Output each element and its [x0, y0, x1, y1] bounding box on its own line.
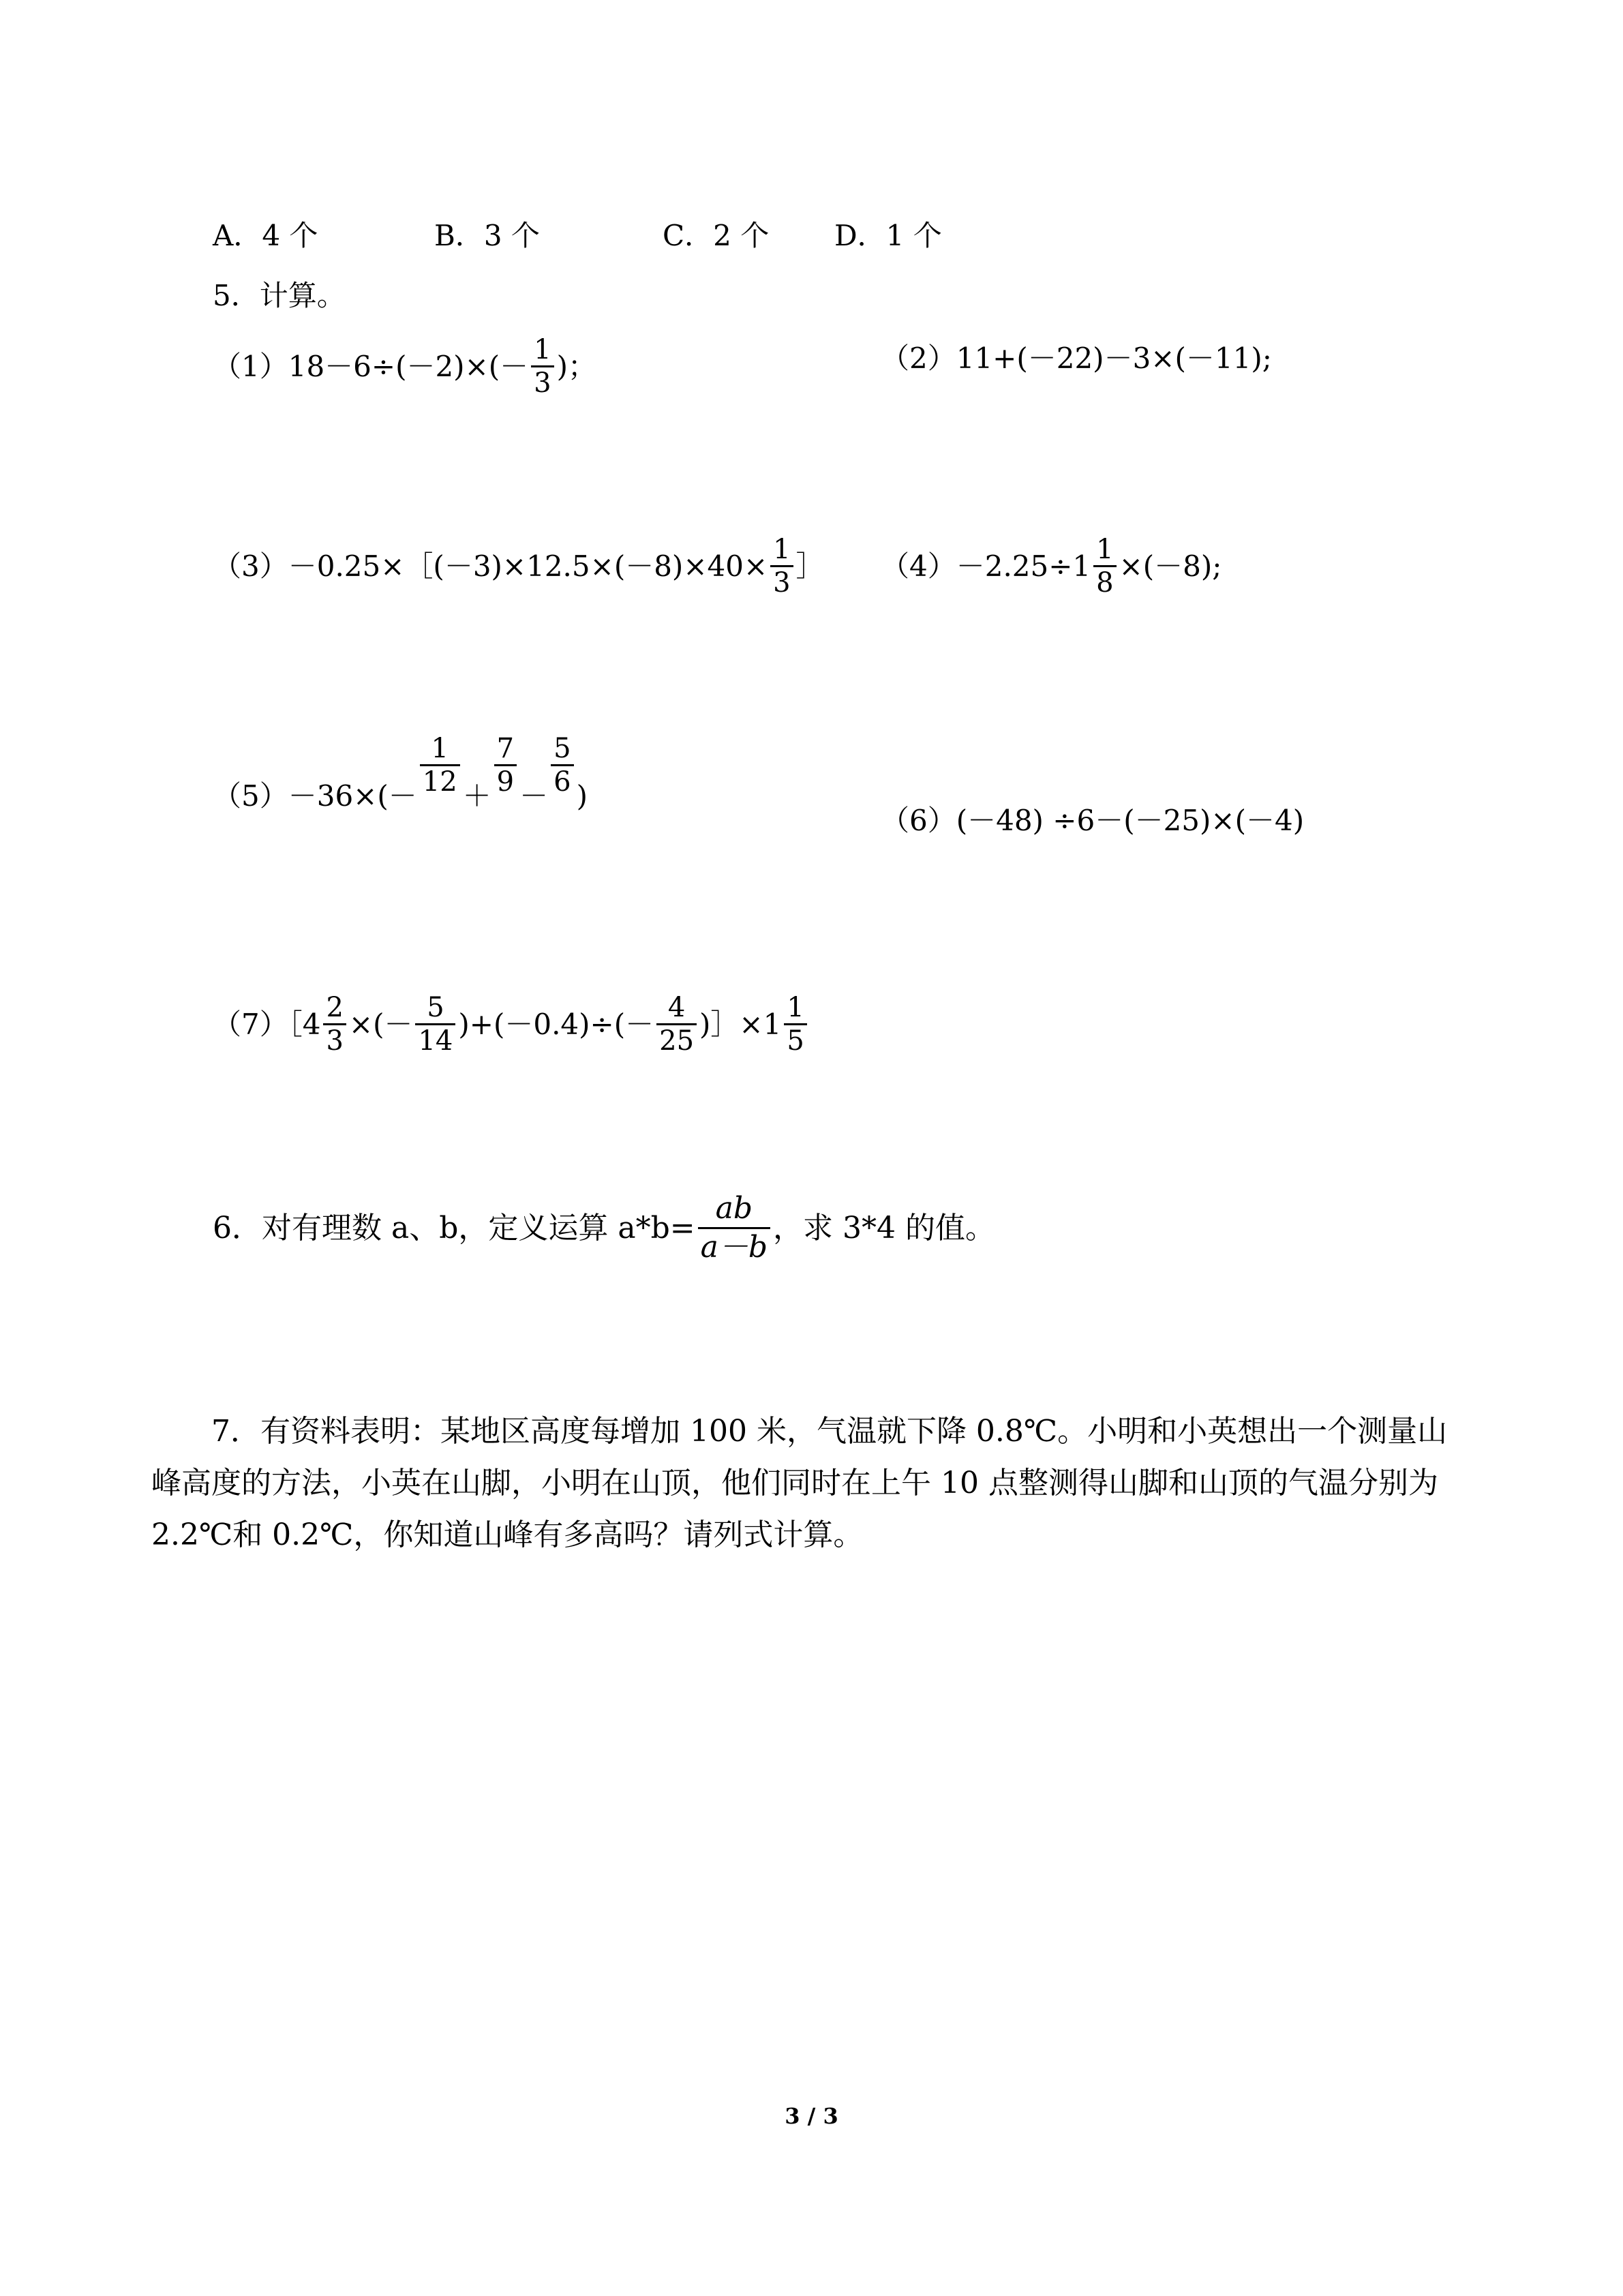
fraction-denominator: 9	[496, 766, 515, 798]
q5-part-1	[213, 334, 596, 399]
fraction-numerator: 1	[431, 733, 449, 764]
q5-part-3-post: ］	[795, 549, 825, 583]
fraction	[1093, 534, 1116, 599]
fraction	[551, 733, 573, 798]
q6	[213, 1190, 995, 1266]
fraction-denominator: 14	[418, 1025, 453, 1057]
q5-part-7-mid1: ×(－	[348, 1007, 413, 1041]
choice-d: D．1 个	[834, 219, 942, 252]
fraction-denominator: a－b	[700, 1230, 768, 1265]
fraction-numerator: 7	[496, 733, 515, 764]
q5-part-5-post: )	[576, 779, 588, 813]
fraction-denominator: 3	[773, 567, 791, 599]
q6-post: ，求 3*4 的值。	[773, 1210, 996, 1245]
choice-c: C．2 个	[663, 219, 770, 252]
fraction-denominator: 8	[1096, 567, 1114, 599]
fraction	[415, 992, 455, 1057]
plus-sign: ＋	[462, 779, 491, 813]
fraction	[770, 534, 793, 599]
minus-sign: －	[519, 779, 549, 813]
fraction-denominator: 6	[553, 766, 571, 798]
fraction-denominator: 3	[534, 367, 551, 399]
q5-part-3	[213, 534, 825, 599]
q5-part-1-post: )；	[556, 349, 596, 383]
q5-part-4-pre: （4）－2.25÷1	[881, 549, 1091, 583]
fraction-denominator: 5	[787, 1025, 804, 1057]
fraction-numerator: 1	[773, 534, 791, 565]
fraction-denominator: 12	[422, 766, 457, 798]
q7-text: 7．有资料表明：某地区高度每增加 100 米，气温就下降 0.8℃。小明和小英想出一个测量山峰高度的方法，小英在山脚，小明在山顶，他们同时在上午 10 点整测得山脚和山顶的气温分别为 2.2℃和 0.2℃，你知道山峰有多高吗？请列式计算。	[151, 1414, 1448, 1552]
fraction-numerator: 5	[553, 733, 571, 764]
choice-a: A．4 个	[213, 219, 318, 252]
q5-part-4-post: ×(－8);	[1119, 549, 1222, 583]
q5-part-4	[881, 534, 1222, 599]
fraction-numerator: ab	[715, 1191, 753, 1226]
fraction	[656, 992, 697, 1057]
fraction-numerator: 4	[667, 992, 686, 1023]
fraction-numerator: 5	[427, 992, 444, 1023]
q5-part-3-pre: （3）－0.25×［(－3)×12.5×(－8)×40×	[213, 549, 768, 583]
q5-part-7-mid2: )+(－0.4)÷(－	[458, 1007, 654, 1041]
fraction	[698, 1190, 770, 1266]
fraction	[531, 334, 553, 399]
fraction-numerator: 1	[534, 334, 551, 365]
q5-part-5	[213, 733, 588, 828]
fraction-numerator: 2	[326, 992, 344, 1023]
q7-paragraph	[151, 1406, 1474, 1561]
fraction-numerator: 1	[1096, 534, 1114, 565]
q5-part-6: （6）(－48) ÷6－(－25)×(－4)	[881, 804, 1305, 837]
q5-part-5-pre: （5）－36×(－	[213, 779, 417, 813]
choice-b: B．3 个	[434, 219, 540, 252]
fraction	[323, 992, 346, 1057]
fraction-denominator: 25	[659, 1025, 695, 1057]
q5-title: 5．计算。	[213, 279, 346, 312]
fraction	[494, 733, 517, 798]
q5-part-1-pre: （1）18－6÷(－2)×(－	[213, 349, 529, 383]
fraction	[420, 733, 460, 798]
q5-part-7-pre: （7）［4	[213, 1007, 321, 1041]
q5-part-7-mid3: )］×1	[699, 1007, 782, 1041]
fraction-numerator: 1	[787, 992, 804, 1023]
fraction-denominator: 3	[326, 1025, 344, 1057]
q5-part-2: （2）11+(－22)－3×(－11);	[881, 342, 1272, 375]
fraction	[784, 992, 806, 1057]
q5-part-7	[213, 992, 810, 1057]
page-number: 3 / 3	[785, 2103, 838, 2129]
q6-pre: 6．对有理数 a、b，定义运算 a*b=	[213, 1210, 695, 1245]
